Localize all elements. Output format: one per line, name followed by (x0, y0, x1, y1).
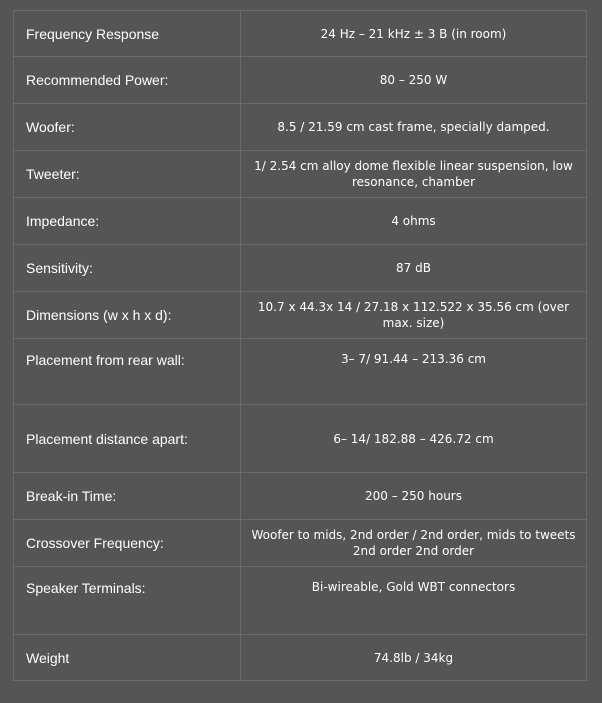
spec-label: Frequency Response (14, 11, 241, 57)
spec-label: Recommended Power: (14, 57, 241, 104)
spec-label: Crossover Frequency: (14, 520, 241, 567)
table-row (14, 11, 587, 57)
spec-label: Speaker Terminals: (14, 567, 241, 635)
specifications-table (13, 10, 587, 681)
spec-value: 3– 7/ 91.44 – 213.36 cm (241, 339, 587, 405)
spec-value: 200 – 250 hours (241, 473, 587, 520)
spec-label: Placement from rear wall: (14, 339, 241, 405)
spec-label: Woofer: (14, 104, 241, 151)
table-row (14, 405, 587, 473)
table-row (14, 245, 587, 292)
table-row (14, 339, 587, 405)
table-row (14, 567, 587, 635)
table-row (14, 292, 587, 339)
spec-label: Sensitivity: (14, 245, 241, 292)
table-row (14, 57, 587, 104)
spec-value: Bi-wireable, Gold WBT connectors (241, 567, 587, 635)
spec-value: 10.7 x 44.3x 14 / 27.18 x 112.522 x 35.56 cm (over max. size) (241, 292, 587, 339)
spec-label: Placement distance apart: (14, 405, 241, 473)
spec-value: 8.5 / 21.59 cm cast frame, specially damped. (241, 104, 587, 151)
spec-value: 74.8lb / 34kg (241, 635, 587, 681)
table-row (14, 635, 587, 681)
spec-value: 6– 14/ 182.88 – 426.72 cm (241, 405, 587, 473)
spec-label: Dimensions (w x h x d): (14, 292, 241, 339)
spec-label: Weight (14, 635, 241, 681)
spec-value: 24 Hz – 21 kHz ± 3 B (in room) (241, 11, 587, 57)
spec-label: Impedance: (14, 198, 241, 245)
spec-value: 1/ 2.54 cm alloy dome flexible linear suspension, low resonance, chamber (241, 151, 587, 198)
spec-value: 80 – 250 W (241, 57, 587, 104)
table-row (14, 520, 587, 567)
table-row (14, 104, 587, 151)
table-row (14, 151, 587, 198)
spec-label: Break-in Time: (14, 473, 241, 520)
spec-value: Woofer to mids, 2nd order / 2nd order, mids to tweets 2nd order 2nd order (241, 520, 587, 567)
spec-value: 87 dB (241, 245, 587, 292)
table-row (14, 198, 587, 245)
table-row (14, 473, 587, 520)
spec-label: Tweeter: (14, 151, 241, 198)
spec-value: 4 ohms (241, 198, 587, 245)
